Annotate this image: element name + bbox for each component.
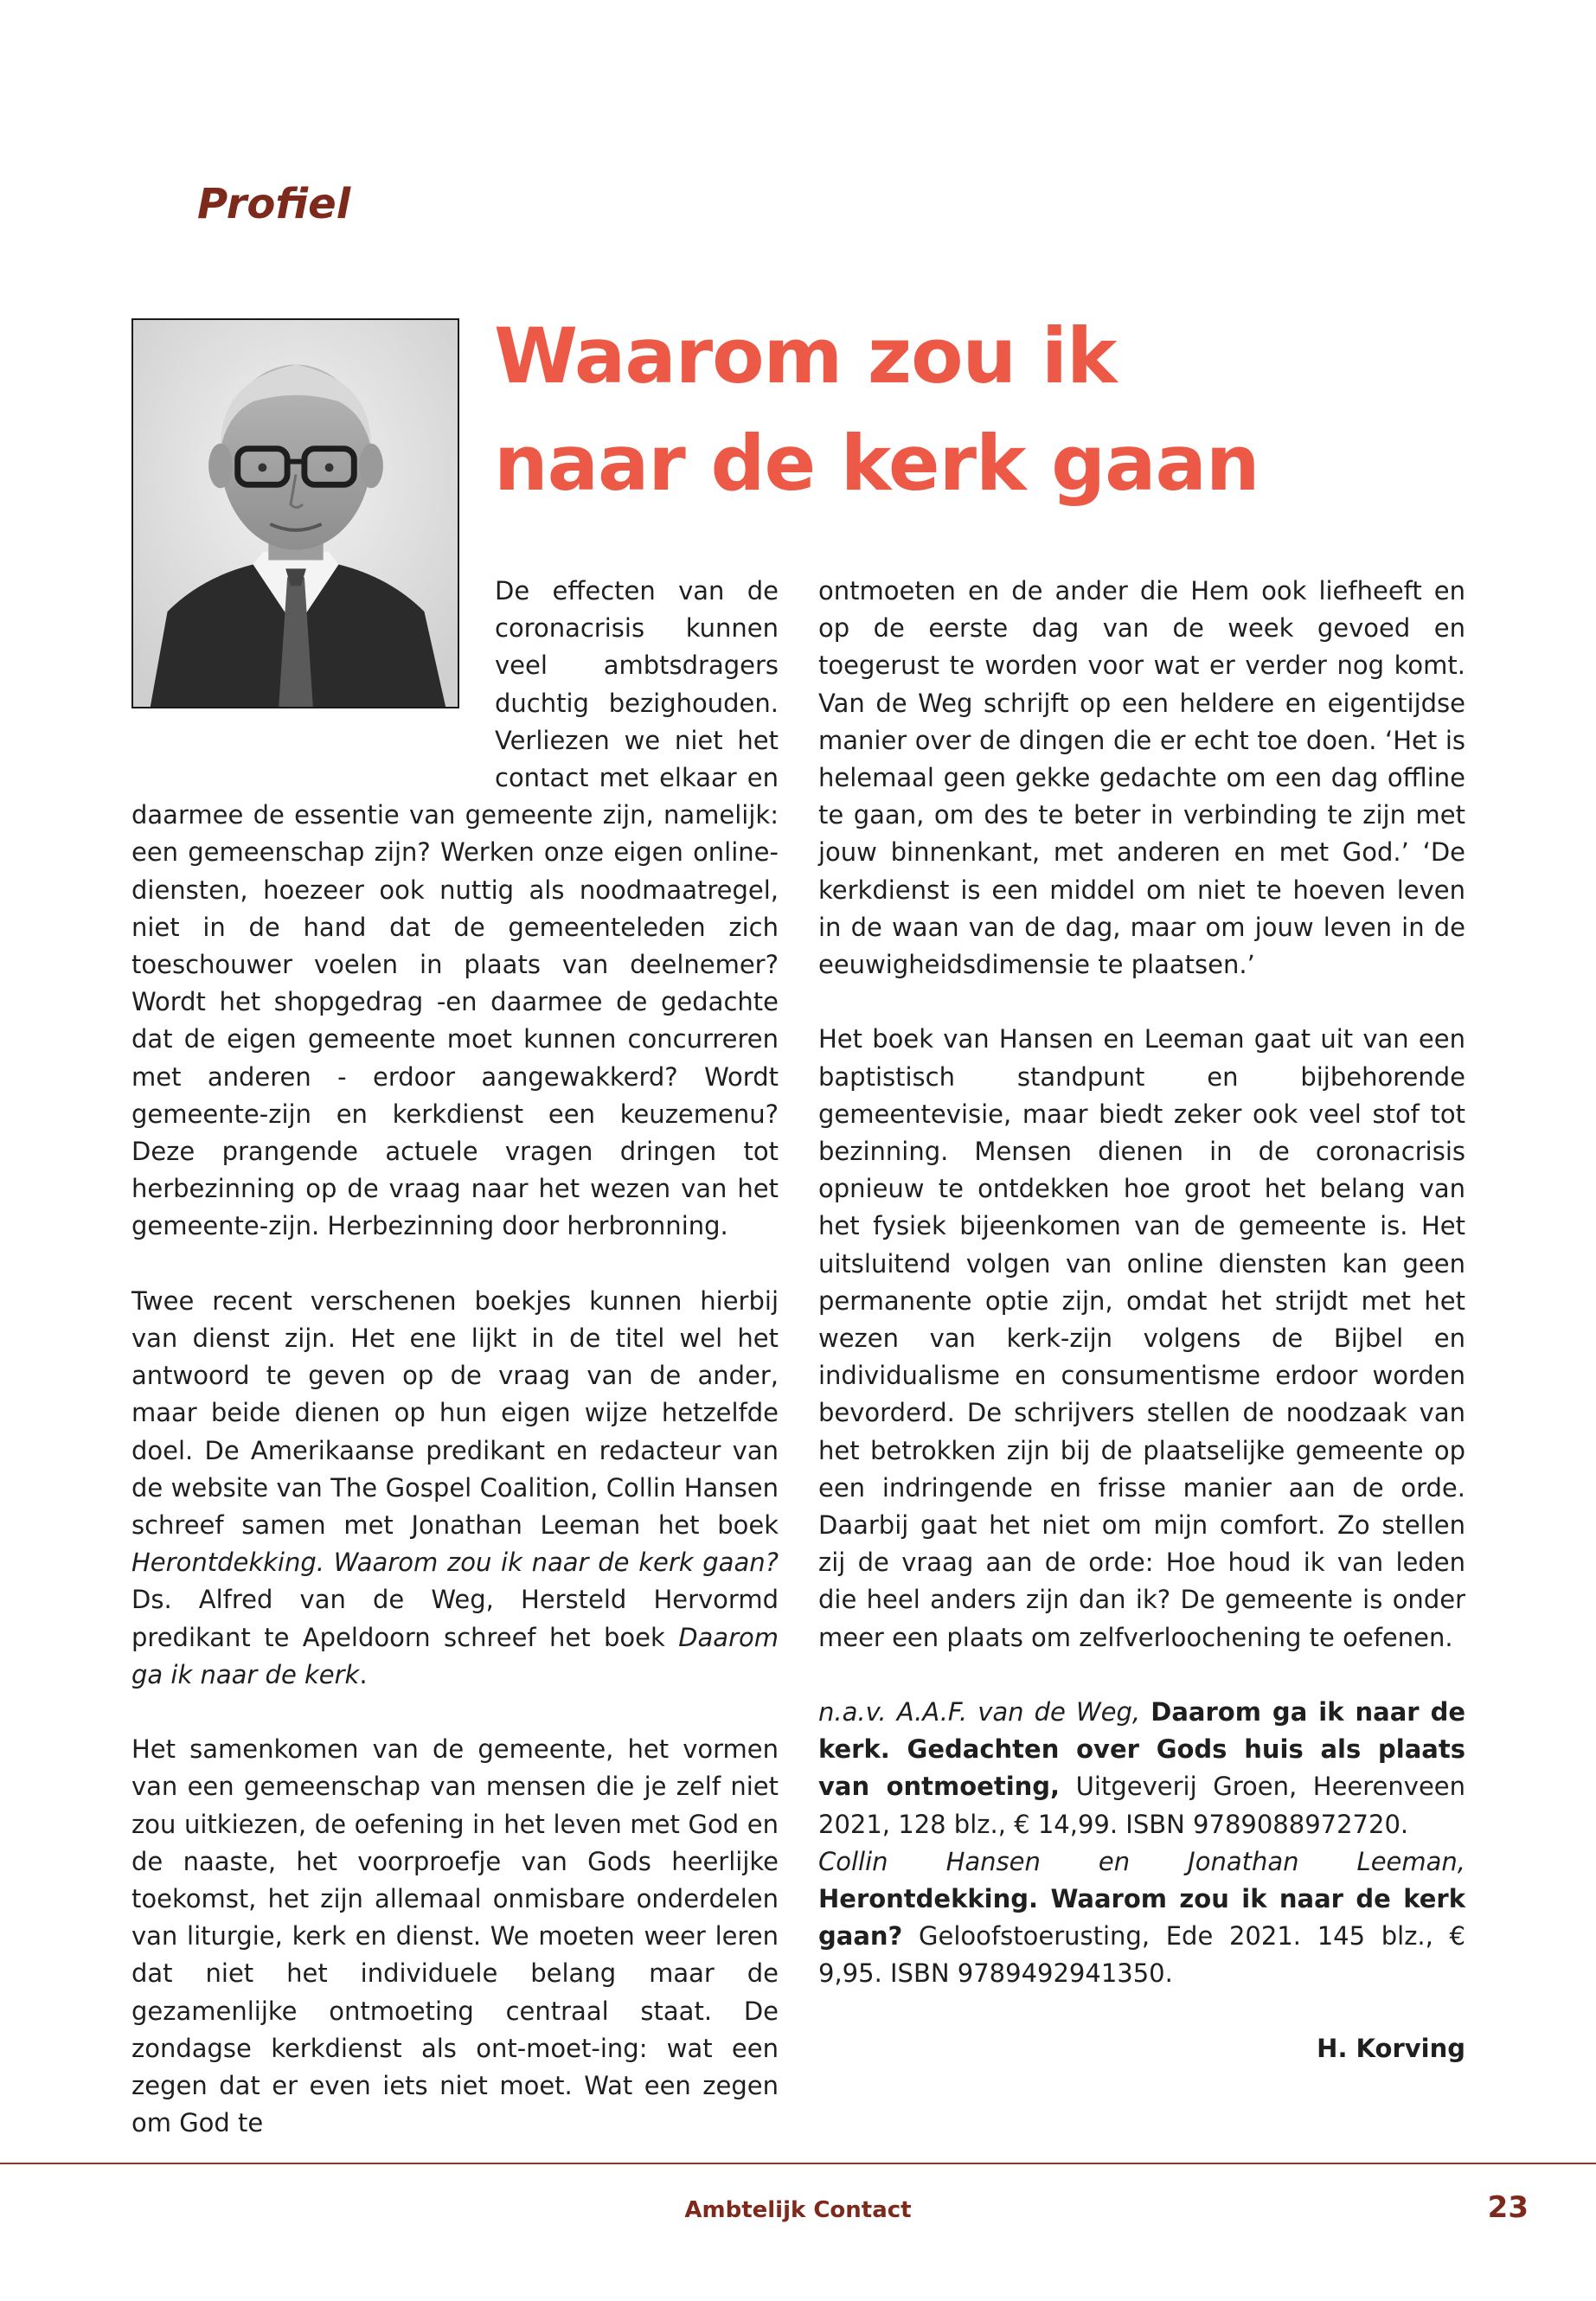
section-label: Profiel: [197, 180, 351, 228]
reference-1-author: n.a.v. A.A.F. van de Weg,: [818, 1697, 1141, 1727]
reference-2: [818, 1843, 1465, 1993]
footer-magazine-name: Ambtelijk Contact: [684, 2197, 912, 2223]
right-column: [818, 573, 1465, 2067]
reference-2-details: Geloofstoerusting, Ede 2021. 145 blz., € 9,95. ISBN 9789492941350.: [818, 1921, 1465, 1989]
title-line-1: Waarom zou ik: [494, 311, 1117, 401]
book-references: [818, 1694, 1465, 2067]
paragraph-books-text-c: .: [359, 1659, 368, 1689]
paragraph-books-text-a: Twee recent verschenen boekjes kunnen hierbij van dienst zijn. Het ene lijkt in de titel wel het antwoord te geven op de vraag van de ander, maar beide dienen op hun eigen wijze hetzelfde doel. De Amerikaanse predikant en redacteur van de website van The Gospel Coalition, Collin Hansen schreef samen met Jonathan Leeman het boek: [131, 1285, 779, 1541]
paragraph-books: [131, 1283, 779, 1694]
paragraph-gathering: Het samenkomen van de gemeente, het vormen van een gemeenschap van mensen die je zelf niet zou uitkiezen, de oefening in het leven met God en de naaste, het voorproefje van Gods heerlijke toekomst, het zijn allemaal onmisbare onderdelen van liturgie, kerk en dienst. We moeten weer leren dat niet het individuele belang maar de gezamenlijke ontmoeting centraal staat. De zondagse kerkdienst als ont-moet-ing: wat een zegen dat er even iets niet moet. Wat een zegen om God te: [131, 1734, 779, 2138]
reference-1-title: Daarom ga ik naar de kerk. Gedachten over Gods huis als plaats van ontmoeting,: [818, 1697, 1465, 1802]
photo-wrap-spacer: [131, 573, 495, 761]
paragraph-books-text-b: Ds. Alfred van de Weg, Hersteld Hervormd predikant te Apeldoorn schreef het boek: [131, 1585, 779, 1652]
reference-1: [818, 1694, 1465, 1843]
left-column: [131, 573, 779, 2180]
reference-2-title: Herontdekking. Waarom zou ik naar de kerk gaan?: [818, 1884, 1465, 1952]
paragraph-meeting: ontmoeten en de ander die Hem ook liefheeft en op de eerste dag van de week gevoed en toegerust te worden voor wat er verder nog komt. Van de Weg schrijft op een heldere en eigentijdse manier over de dingen die er echt toe doen. ‘Het is helemaal geen gekke gedachte om een dag offline te gaan, om des te beter in verbinding te zijn met jouw binnenkant, met anderen en met God.’ ‘De kerkdienst is een middel om niet te hoeven leven in de waan van de dag, maar om jouw leven in de eeuwigheidsdimensie te plaatsen.’: [818, 576, 1465, 980]
title-line-2: naar de kerk gaan: [494, 419, 1259, 508]
article-author: H. Korving: [1317, 2033, 1465, 2063]
reference-2-author: Collin Hansen en Jonathan Leeman,: [818, 1846, 1465, 1876]
paragraph-intro: De effecten van de coronacrisis kunnen veel ambtsdragers duchtig bezighouden. Verliezen we niet het contact met elkaar en daarmee de essentie van gemeente zijn, namelijk: een gemeenschap zijn? Werken onze eigen online-diensten, hoezeer ook nuttig als noodmaatregel, niet in de hand dat de gemeenteleden zich toeschouwer voelen in plaats van deelnemer? Wordt het shopgedrag -en daarmee de gedachte dat de eigen gemeente moet kunnen concurreren met anderen - erdoor aangewakkerd? Wordt gemeente-zijn en kerkdienst een keuzemenu? Deze prangende actuele vragen dringen tot herbezinning op de vraag naar het wezen van het gemeente-zijn. Herbezinning door herbronning.: [131, 576, 779, 1241]
article-title: [494, 303, 1532, 517]
book-title-daarom: Daarom ga ik naar de kerk: [131, 1622, 779, 1689]
paragraph-hansen-leeman: Het boek van Hansen en Leeman gaat uit van een baptistisch standpunt en bijbehorende gemeentevisie, maar biedt zeker ook veel stof tot bezinning. Mensen dienen in de coronacrisis opnieuw te ontdekken hoe groot het belang van het fysiek bijeenkomen van de gemeente is. Het uitsluitend volgen van online diensten kan geen permanente optie zijn, omdat het strijdt met het wezen van kerk-zijn volgens de Bijbel en individualisme en consumentisme erdoor worden bevorderd. De schrijvers stellen de noodzaak van het betrokken zijn bij de plaatselijke gemeente op een indringende en frisse manier aan de orde. Daarbij gaat het niet om mijn comfort. Zo stellen zij de vraag aan de orde: Hoe houd ik van leden die heel anders zijn dan ik? De gemeente is onder meer een plaats om zelfverloochening te oefenen.: [818, 1024, 1465, 1652]
footer-divider: [0, 2163, 1596, 2164]
book-title-herontdekking: Herontdekking. Waarom zou ik naar de kerk gaan?: [131, 1548, 779, 1578]
page-number: 23: [1487, 2190, 1529, 2225]
reference-1-details: Uitgeverij Groen, Heerenveen 2021, 128 blz., € 14,99. ISBN 9789088972720.: [818, 1772, 1466, 1839]
